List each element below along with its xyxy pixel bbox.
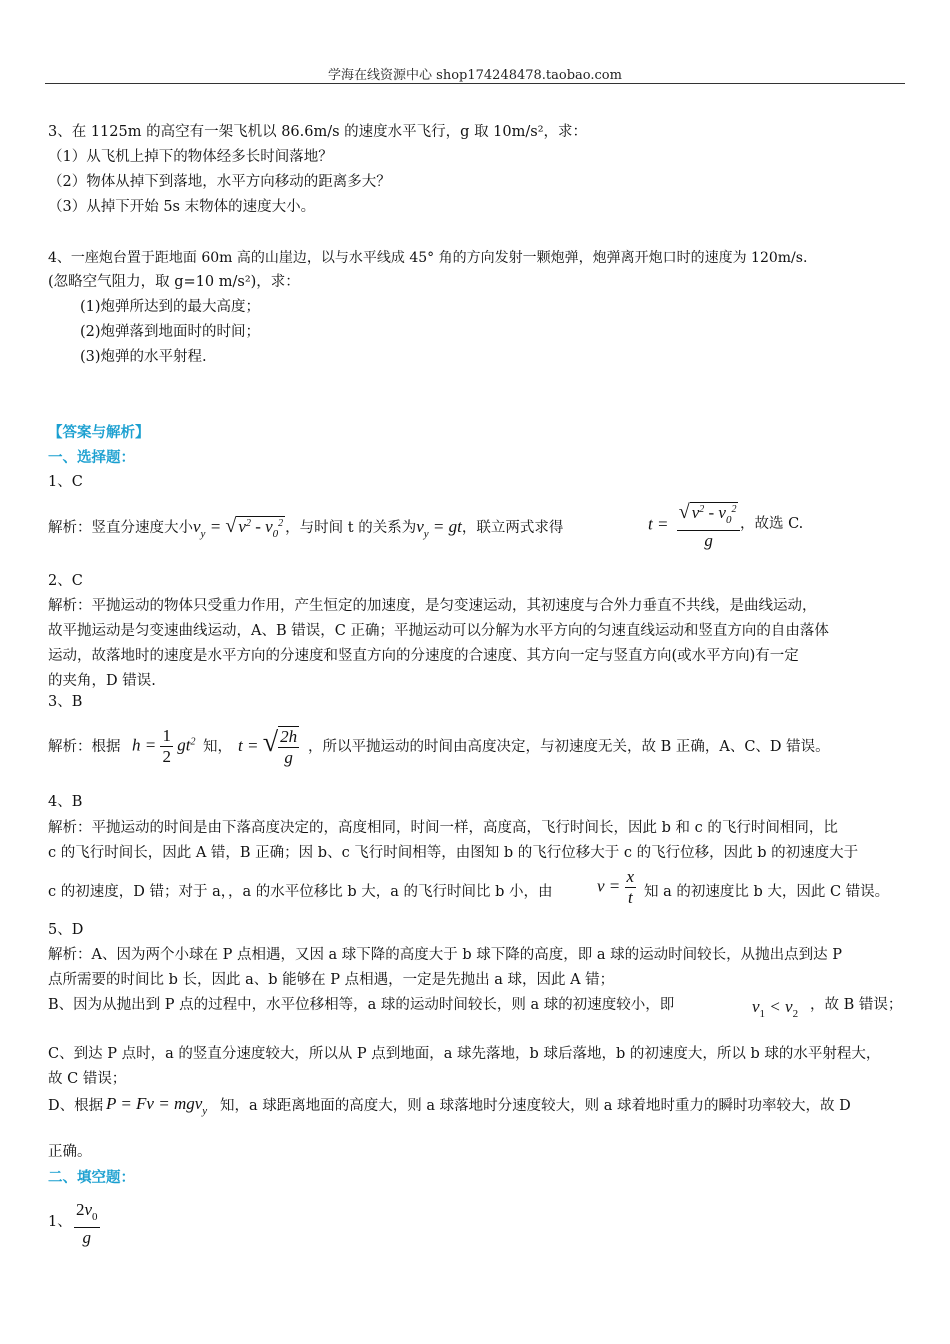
answer-4-line-3a: c 的初速度，D 错；对于 a，，a 的水平位移比 b 大，a 的飞行时间比 b 小，由 <box>48 884 553 900</box>
answer-1-label: 1、C <box>48 474 83 490</box>
answer-2-line-4: 的夹角，D 错误. <box>48 673 156 689</box>
answer-5-line-3a: B、因为从抛出到 P 点的过程中，水平位移相等，a 球的运动时间较长，则 a 球的初速度较小，即 <box>48 997 675 1013</box>
answer-5-line-7: 正确。 <box>48 1144 92 1160</box>
formula-v-x-over-t: v = $\frac{x}{t}$ <box>597 867 635 907</box>
answer-1-text-1: 解析：竖直分速度大小 <box>48 520 193 536</box>
section-choice-heading: 一、选择题： <box>48 449 135 466</box>
q4-stem-line2: (忽略空气阻力，取 g=10 m/s²)，求： <box>48 274 300 290</box>
answer-5-label: 5、D <box>48 922 84 938</box>
answer-4-label: 4、B <box>48 794 83 810</box>
formula-v1-lt-v2: $v_1 < v_2$ <box>752 997 799 1020</box>
q4-item-3: (3)炮弹的水平射程. <box>80 349 207 365</box>
answer-5-line-1: 解析：A、因为两个小球在 P 点相遇，又因 a 球下降的高度大于 b 球下降的高度，即 a 球的运动时间较长，从抛出点到达 P <box>48 947 843 963</box>
formula-2v0-over-g: $\frac{2v_0}{g}$ <box>76 1200 98 1247</box>
formula-h-half-gt2: h = $\frac{1}{2}$ $gt^2$ <box>132 726 196 766</box>
answer-5-line-2: 点所需要的时间比 b 长，因此 a、b 能够在 P 点相遇，一定是先抛出 a 球，因此 A 错； <box>48 972 615 988</box>
answer-5-line-5: 故 C 错误； <box>48 1071 127 1087</box>
fill-1-label: 1、 <box>48 1214 72 1230</box>
formula-vy-gt: $v_y$ = gt <box>416 517 462 540</box>
answer-1-text-2: ，与时间 t 的关系为 <box>285 520 417 536</box>
answer-4-line-3b: 知 a 的初速度比 b 大，因此 C 错误。 <box>644 884 890 900</box>
answer-4-line-1: 解析：平抛运动的时间是由下落高度决定的，高度相同，时间一样，高度高，飞行时间长，因此 b 和 c 的飞行时间相同，比 <box>48 820 838 836</box>
formula-vy-sqrt: $v_y$ = √ $v^2 - v_0^2$ <box>193 515 284 540</box>
answers-title: 【答案与解析】 <box>48 424 150 441</box>
answer-3-text-3: ，所以平抛运动的时间由高度决定，与初速度无关，故 B 正确，A、C、D 错误。 <box>308 739 830 755</box>
section-fill-heading: 二、填空题： <box>48 1169 135 1186</box>
answer-3-label: 3、B <box>48 694 83 710</box>
q3-item-3: （3）从掉下开始 5s 末物体的速度大小。 <box>48 199 316 215</box>
q3-stem: 3、在 1125m 的高空有一架飞机以 86.6m/s 的速度水平飞行，g 取 10m/s²，求： <box>48 124 588 140</box>
answer-1-text-3: ，联立两式求得 <box>461 520 564 536</box>
answer-1-text-4: ，故选 C. <box>740 516 804 532</box>
header-divider <box>45 83 905 84</box>
answer-3-text-2: 知， <box>203 739 232 755</box>
q4-stem-line1: 4、一座炮台置于距地面 60m 高的山崖边，以与水平线成 45° 角的方向发射一颗炮弹，炮弹离开炮口时的速度为 120m/s. <box>48 250 808 266</box>
page-header: 学海在线资源中心 shop174248478.taobao.com <box>328 68 622 83</box>
answer-2-line-2: 故平抛运动是匀变速曲线运动，A、B 错误，C 正确；平抛运动可以分解为水平方向的匀速直线运动和竖直方向的自由落体 <box>48 623 829 639</box>
answer-1-explanation <box>48 514 563 544</box>
q4-item-2: (2)炮弹落到地面时的时间； <box>80 324 261 340</box>
formula-p-fv-mgvy: P = Fv = mgv$_y$ <box>106 1094 208 1117</box>
answer-3-text-1: 解析：根据 <box>48 739 121 755</box>
answer-2-label: 2、C <box>48 573 83 589</box>
answer-2-line-1: 解析：平抛运动的物体只受重力作用，产生恒定的加速度，是匀变速运动，其初速度与合外力垂直不共线，是曲线运动， <box>48 598 817 614</box>
answer-5-line-4: C、到达 P 点时，a 的竖直分速度较大，所以从 P 点到地面，a 球先落地，b 球后落地，b 的初速度大，所以 b 球的水平射程大， <box>48 1046 881 1062</box>
answer-5-line-3b: ，故 B 错误； <box>810 997 903 1013</box>
q4-item-1: (1)炮弹所达到的最大高度； <box>80 299 261 315</box>
q3-item-2: （2）物体从掉下到落地，水平方向移动的距离多大？ <box>48 174 391 190</box>
answer-4-line-2: c 的飞行时间长，因此 A 错，B 正确；因 b、c 飞行时间相等，由图知 b 的飞行位移大于 c 的飞行位移，因此 b 的初速度大于 <box>48 845 859 861</box>
answer-5-line-6b: 知，a 球距离地面的高度大，则 a 球落地时分速度较大，则 a 球着地时重力的瞬时功率较大，故 D <box>220 1098 851 1114</box>
answer-5-line-6a: D、根据 <box>48 1098 104 1114</box>
formula-t-sqrt-2h-g: t = √ $\frac{2h}{g}$ <box>238 726 298 767</box>
q3-item-1: （1）从飞机上掉下的物体经多长时间落地？ <box>48 149 333 165</box>
formula-t-fraction: t = $\frac{√ v^2 - v_0^2}{g}$ <box>648 500 740 551</box>
answer-2-line-3: 运动，故落地时的速度是水平方向的分速度和竖直方向的分速度的合速度、其方向一定与竖直方向(或水平方向)有一定 <box>48 648 799 664</box>
